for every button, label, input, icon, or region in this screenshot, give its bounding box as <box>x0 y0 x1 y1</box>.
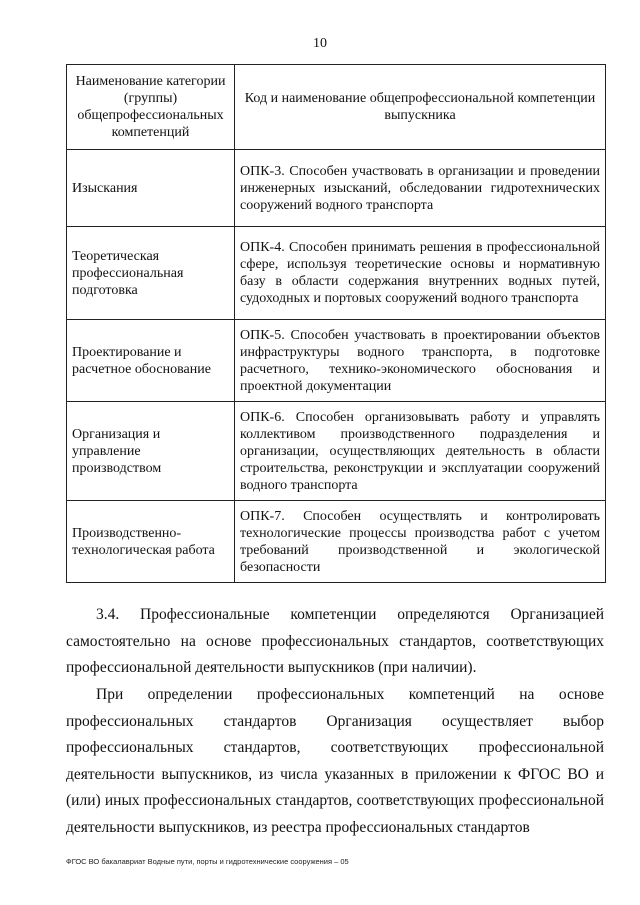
header-code: Код и наименование общепрофессиональной компетенции выпускника <box>235 65 606 150</box>
row-description: ОПК-6. Способен организовывать работу и управлять коллективом производственного подразделения и организации, осуществляющих деятельность в области строительства, реконструкции и эксплуатации сооружений водного транспорта <box>235 402 606 501</box>
competencies-table <box>66 64 606 583</box>
row-category: Изыскания <box>67 150 235 227</box>
row-category: Проектирование и расчетное обоснование <box>67 320 235 402</box>
row-description: ОПК-7. Способен осуществлять и контролировать технологические процессы производства работ с учетом требований производственной и экологической безопасности <box>235 501 606 583</box>
table-row <box>67 227 606 320</box>
paragraph-3-4: 3.4. Профессиональные компетенции определяются Организацией самостоятельно на основе профессиональных стандартов, соответствующих профессиональной деятельности выпускников (при наличии). <box>66 606 604 676</box>
row-description: ОПК-3. Способен участвовать в организации и проведении инженерных изысканий, обследовании гидротехнических сооружений водного транспорта <box>235 150 606 227</box>
row-category: Организация и управление производством <box>67 402 235 501</box>
page-footer: ФГОС ВО бакалавриат Водные пути, порты и гидротехнические сооружения – 05 <box>66 857 349 866</box>
table-header-row <box>67 65 606 150</box>
paragraph-professional-standards: При определении профессиональных компетенций на основе профессиональных стандартов Организация осуществляет выбор профессиональных стандартов, соответствующих профессиональной деятельности выпускников, из числа указанных в приложении к ФГОС ВО и (или) иных профессиональных стандартов, соответствующих профессиональной деятельности выпускников, из реестра профессиональных стандартов <box>66 686 604 836</box>
page-number: 10 <box>313 36 327 51</box>
row-category: Производственно-технологическая работа <box>67 501 235 583</box>
row-description: ОПК-5. Способен участвовать в проектировании объектов инфраструктуры водного транспорта, в подготовке расчетного, технико-экономического обоснования и проектной документации <box>235 320 606 402</box>
table-row <box>67 150 606 227</box>
table-row <box>67 402 606 501</box>
table-row <box>67 320 606 402</box>
header-category: Наименование категории (группы) общепрофессиональных компетенций <box>67 65 235 150</box>
row-description: ОПК-4. Способен принимать решения в профессиональной сфере, используя теоретические основы и нормативную базу в области содержания внутренних водных путей, судоходных и портовых сооружений водного транспорта <box>235 227 606 320</box>
row-category: Теоретическая профессиональная подготовка <box>67 227 235 320</box>
table-row <box>67 501 606 583</box>
